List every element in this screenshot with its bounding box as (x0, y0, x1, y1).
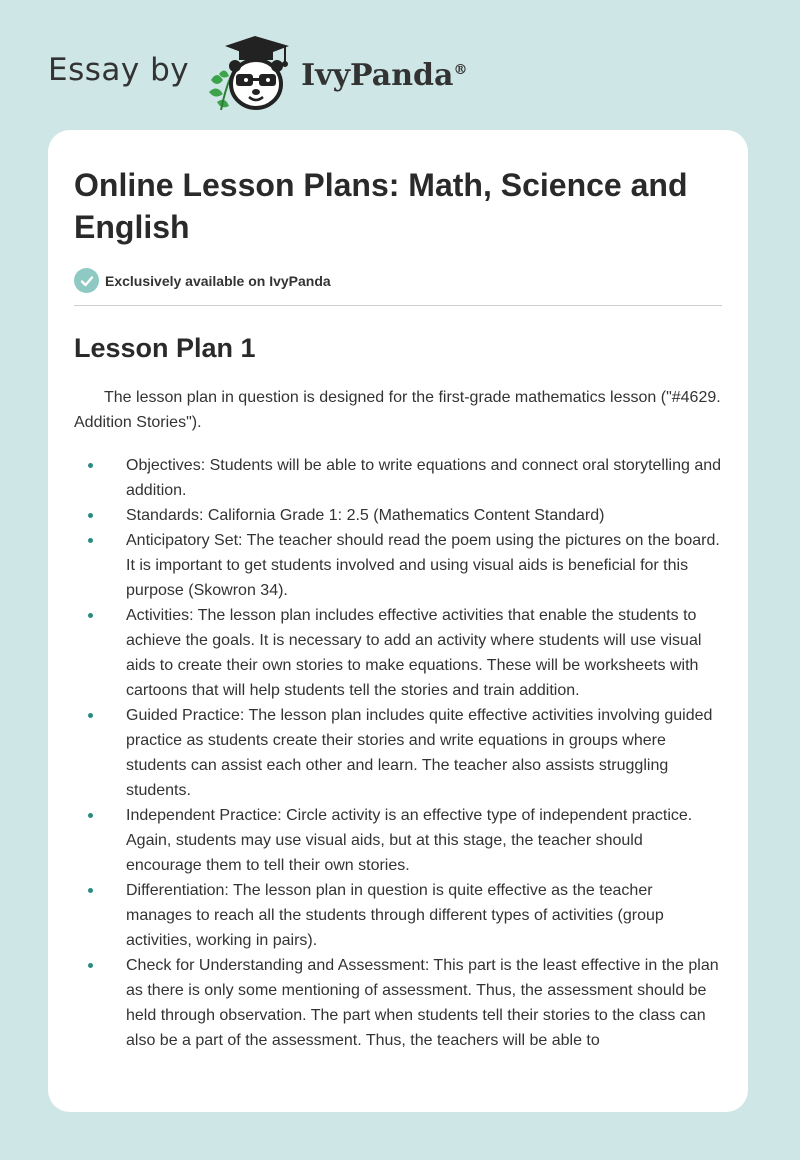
essay-by-label: Essay by (48, 52, 190, 88)
bullet-icon (88, 613, 93, 618)
list-item: Standards: California Grade 1: 2.5 (Mathematics Content Standard) (126, 503, 722, 528)
list-item: Check for Understanding and Assessment: This part is the least effective in the plan as there is only some mentioning of assessment. Thus, the assessment should be held through observation. The part when students tell their stories to the class can also be a part of the assessment. Thus, the teachers will be able to (126, 953, 722, 1053)
site-header (48, 34, 467, 114)
bullet-icon (88, 888, 93, 893)
essay-card (48, 130, 748, 1112)
list-item: Activities: The lesson plan includes effective activities that enable the students to achieve the goals. It is necessary to add an activity where students will use visual aids to create their own stories to make equations. These will be worksheets with cartoons that will help students tell the stories and train addition. (126, 603, 722, 703)
exclusive-badge (74, 268, 722, 293)
lesson-plan-list (74, 453, 722, 1053)
list-item: Guided Practice: The lesson plan includes quite effective activities involving guided practice as students create their stories and write equations in groups where students can assist each other and learn. The teacher also assists struggling students. (126, 703, 722, 803)
bullet-icon (88, 513, 93, 518)
list-item: Differentiation: The lesson plan in question is quite effective as the teacher manages to reach all the students through different types of activities (group activities, working in pairs). (126, 878, 722, 953)
check-icon (74, 268, 99, 293)
section-heading: Lesson Plan 1 (74, 333, 256, 363)
exclusive-label: Exclusively available on IvyPanda (105, 272, 331, 289)
bullet-icon (88, 713, 93, 718)
panda-logo-icon[interactable] (205, 34, 297, 114)
bullet-icon (88, 463, 93, 468)
bullet-icon (88, 813, 93, 818)
bullet-icon (88, 538, 93, 543)
essay-title: Online Lesson Plans: Math, Science and English (74, 167, 688, 245)
intro-paragraph: The lesson plan in question is designed for the first-grade mathematics lesson ("#4629. Addition Stories"). (74, 389, 721, 431)
brand-name[interactable]: IvyPanda® (301, 57, 468, 93)
bullet-icon (88, 963, 93, 968)
divider (74, 305, 722, 306)
registered-mark: ® (453, 61, 468, 78)
list-item: Objectives: Students will be able to write equations and connect oral storytelling and addition. (126, 453, 722, 503)
list-item: Independent Practice: Circle activity is an effective type of independent practice. Again, students may use visual aids, but at this stage, the teacher should encourage them to tell their own stories. (126, 803, 722, 878)
list-item: Anticipatory Set: The teacher should read the poem using the pictures on the board. It is important to get students involved and using visual aids is beneficial for this purpose (Skowron 34). (126, 528, 722, 603)
